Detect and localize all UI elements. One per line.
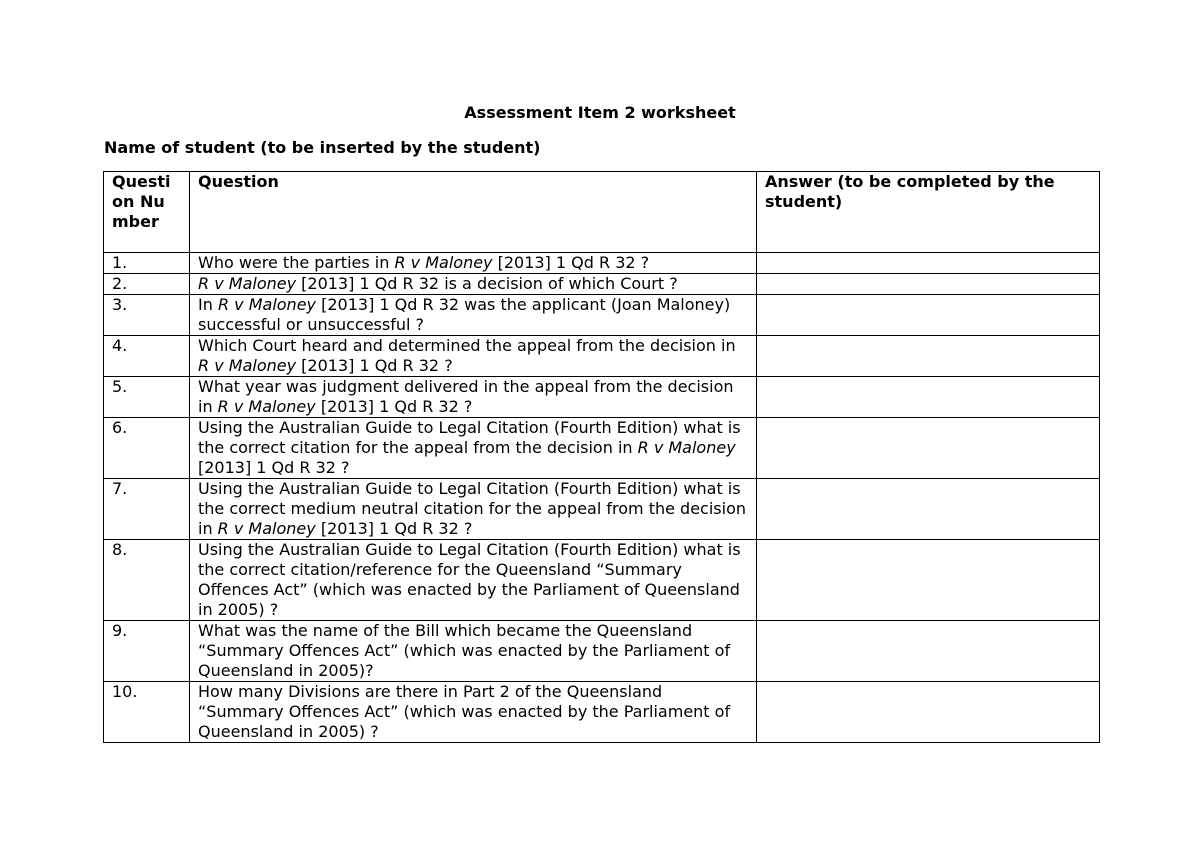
table-row	[104, 253, 1100, 274]
table-row	[104, 540, 1100, 621]
question-text-segment: [2013] 1 Qd R 32 is a decision of which Court ?	[296, 274, 678, 293]
answer-cell[interactable]	[757, 621, 1100, 682]
table-row	[104, 621, 1100, 682]
question-number: 2.	[104, 274, 190, 295]
question-text-segment: How many Divisions are there in Part 2 of the Queensland “Summary Offences Act” (which was enacted by the Parliament of Queensland in 2005) ?	[198, 682, 731, 741]
case-name: R v Maloney	[394, 253, 493, 272]
question-text	[190, 295, 757, 336]
table-row	[104, 377, 1100, 418]
answer-cell[interactable]	[757, 295, 1100, 336]
question-number: 4.	[104, 336, 190, 377]
question-text	[190, 540, 757, 621]
case-name: R v Maloney	[217, 295, 317, 314]
question-number: 7.	[104, 479, 190, 540]
answer-cell[interactable]	[757, 253, 1100, 274]
answer-cell[interactable]	[757, 682, 1100, 743]
question-number: 5.	[104, 377, 190, 418]
student-name-label: Name of student (to be inserted by the student)	[104, 138, 541, 157]
question-text	[190, 336, 757, 377]
question-text-segment: What year was judgment delivered in the appeal from the decision in	[198, 377, 734, 416]
page-title: Assessment Item 2 worksheet	[464, 103, 736, 122]
question-text-segment: In	[198, 295, 218, 314]
question-text-segment: Using the Australian Guide to Legal Citation (Fourth Edition) what is the correct medium neutral citation for the appeal from the decision in	[198, 479, 747, 538]
table-row	[104, 274, 1100, 295]
question-number: 9.	[104, 621, 190, 682]
header-question: Question	[190, 172, 757, 253]
question-text-segment: [2013] 1 Qd R 32 was the applicant (Joan Maloney) successful or unsuccessful ?	[198, 295, 731, 334]
question-text	[190, 418, 757, 479]
question-number: 6.	[104, 418, 190, 479]
table-row	[104, 418, 1100, 479]
question-text-segment: [2013] 1 Qd R 32 ?	[492, 253, 650, 272]
table-body	[104, 253, 1100, 743]
table-row	[104, 479, 1100, 540]
case-name: R v Maloney	[217, 397, 316, 416]
case-name: R v Maloney	[198, 356, 297, 375]
answer-cell[interactable]	[757, 274, 1100, 295]
answer-cell[interactable]	[757, 377, 1100, 418]
question-text-segment: Who were the parties in	[198, 253, 395, 272]
case-name: R v Maloney	[217, 519, 316, 538]
question-text	[190, 682, 757, 743]
table-header-row	[104, 172, 1100, 253]
question-number: 8.	[104, 540, 190, 621]
question-text	[190, 479, 757, 540]
answer-cell[interactable]	[757, 336, 1100, 377]
question-text-segment: [2013] 1 Qd R 32 ?	[315, 519, 473, 538]
question-number: 3.	[104, 295, 190, 336]
question-text-segment: [2013] 1 Qd R 32 ?	[315, 397, 473, 416]
worksheet-table	[103, 171, 1100, 743]
answer-cell[interactable]	[757, 418, 1100, 479]
header-question-number: Question Number	[104, 172, 190, 253]
question-text-segment: What was the name of the Bill which became the Queensland “Summary Offences Act” (which was enacted by the Parliament of Queensland in 2005)?	[198, 621, 731, 680]
question-text-segment: [2013] 1 Qd R 32 ?	[296, 356, 453, 375]
table-row	[104, 295, 1100, 336]
answer-cell[interactable]	[757, 540, 1100, 621]
question-text-segment: [2013] 1 Qd R 32 ?	[198, 458, 350, 477]
answer-cell[interactable]	[757, 479, 1100, 540]
question-text	[190, 253, 757, 274]
question-text-segment: Which Court heard and determined the appeal from the decision in	[198, 336, 736, 355]
question-text	[190, 274, 757, 295]
case-name: R v Maloney	[198, 274, 297, 293]
table-row	[104, 336, 1100, 377]
header-answer: Answer (to be completed by the student)	[757, 172, 1100, 253]
question-text	[190, 377, 757, 418]
question-number: 10.	[104, 682, 190, 743]
table-row	[104, 682, 1100, 743]
question-number: 1.	[104, 253, 190, 274]
question-text-segment: Using the Australian Guide to Legal Citation (Fourth Edition) what is the correct citation for the appeal from the decision in	[198, 418, 741, 457]
case-name: R v Maloney	[637, 438, 736, 457]
question-text-segment: Using the Australian Guide to Legal Citation (Fourth Edition) what is the correct citation/reference for the Queensland “Summary Offences Act” (which was enacted by the Parliament of Queensland in 2005) ?	[198, 540, 741, 619]
question-text	[190, 621, 757, 682]
